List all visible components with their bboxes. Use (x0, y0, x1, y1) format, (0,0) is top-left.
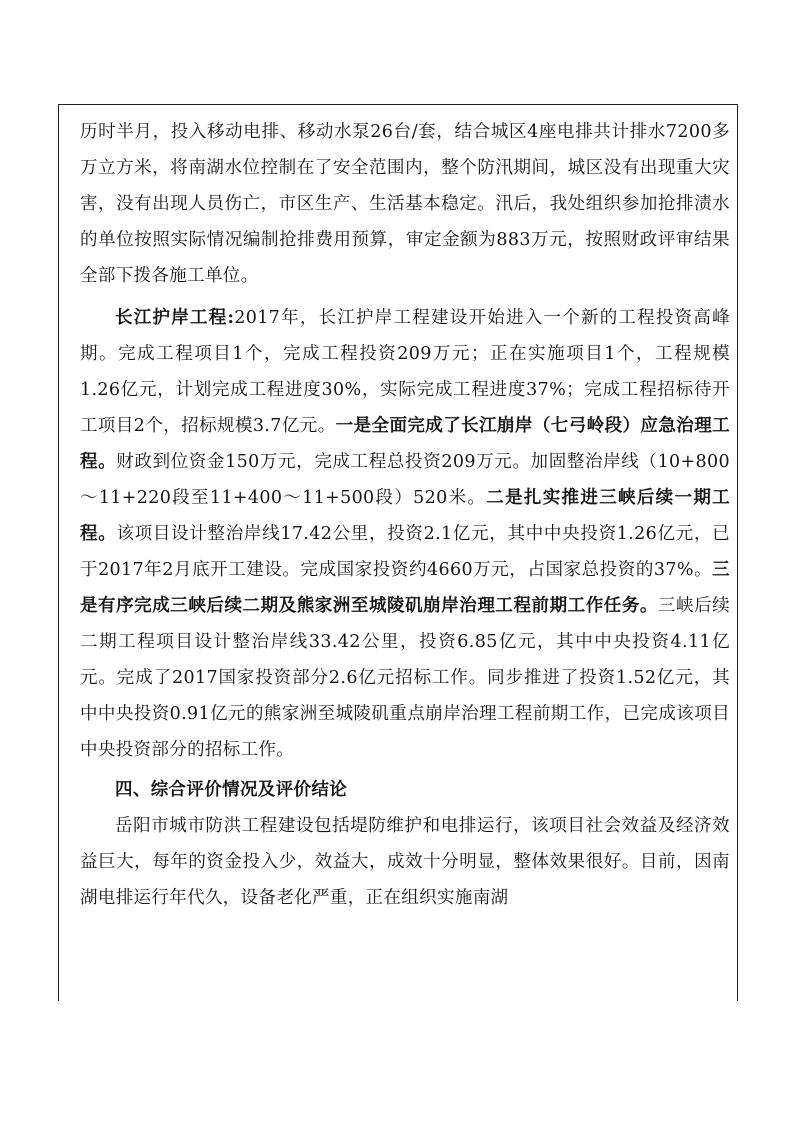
highlight-third-item: 三是有序完成三峡后续二期及熊家洲至城陵矶崩岸治理工程前期工作任务。 (80, 560, 730, 616)
section-heading-evaluation: 四、综合评价情况及评价结论 (115, 780, 348, 800)
text-segment: 该项目设计整治岸线17.42公里，投资2.1亿元，其中中央投资1.26亿元，已于2017年2月底开工建设。完成国家投资约4660万元，占国家总投资的37%。 (80, 524, 731, 580)
paragraph-flood-drainage: 历时半月，投入移动电排、移动水泵26台/套，结合城区4座电排共计排水7200多万立方米，将南湖水位控制在了安全范围内，整个防汛期间，城区没有出现重大灾害，没有出现人员伤亡，市区生产、生活基本稳定。汛后，我处组织参加抢排渍水的单位按照实际情况编制抢排费用预算，审定金额为883万元，按照财政评审结果全部下拨各施工单位。 (80, 122, 730, 286)
highlight-first-item: 一是全面完成了长江崩岸（七弓岭段）应急治理工程。 (80, 416, 730, 472)
highlight-second-item: 二是扎实推进三峡后续一期工程。 (80, 488, 730, 544)
paragraph-evaluation: 岳阳市城市防洪工程建设包括堤防维护和电排运行，该项目社会效益及经济效益巨大，每年的资金投入少，效益大，成效十分明显，整体效果很好。目前，因南湖电排运行年代久，设备老化严重，正在组织实施南湖 (80, 816, 730, 908)
text-segment: 三峡后续二期工程项目设计整治岸线33.42公里，投资6.85亿元，其中中央投资4.11亿元。完成了2017国家投资部分2.6亿元招标工作。同步推进了投资1.52亿元，其中中央投资0.91亿元的熊家洲至城陵矶重点崩岸治理工程前期工作，已完成该项目中央投资部分的招标工作。 (80, 596, 731, 760)
text-segment: 财政到位资金150万元，完成工程总投资209万元。加固整治岸线（10+800～11+220段至11+400～11+500段）520米。 (80, 452, 731, 508)
paragraph-yangtze-revetment (80, 300, 730, 768)
document-body (80, 114, 730, 916)
section-title-yangtze-revetment: 长江护岸工程: (115, 308, 235, 328)
text-segment: 2017年，长江护岸工程建设开始进入一个新的工程投资高峰期。完成工程项目1个，完成工程投资209万元；正在实施项目1个，工程规模1.26亿元，计划完成工程进度30%，实际完成工程进度37%；完成工程招标待开工项目2个，招标规模3.7亿元。 (80, 308, 730, 436)
